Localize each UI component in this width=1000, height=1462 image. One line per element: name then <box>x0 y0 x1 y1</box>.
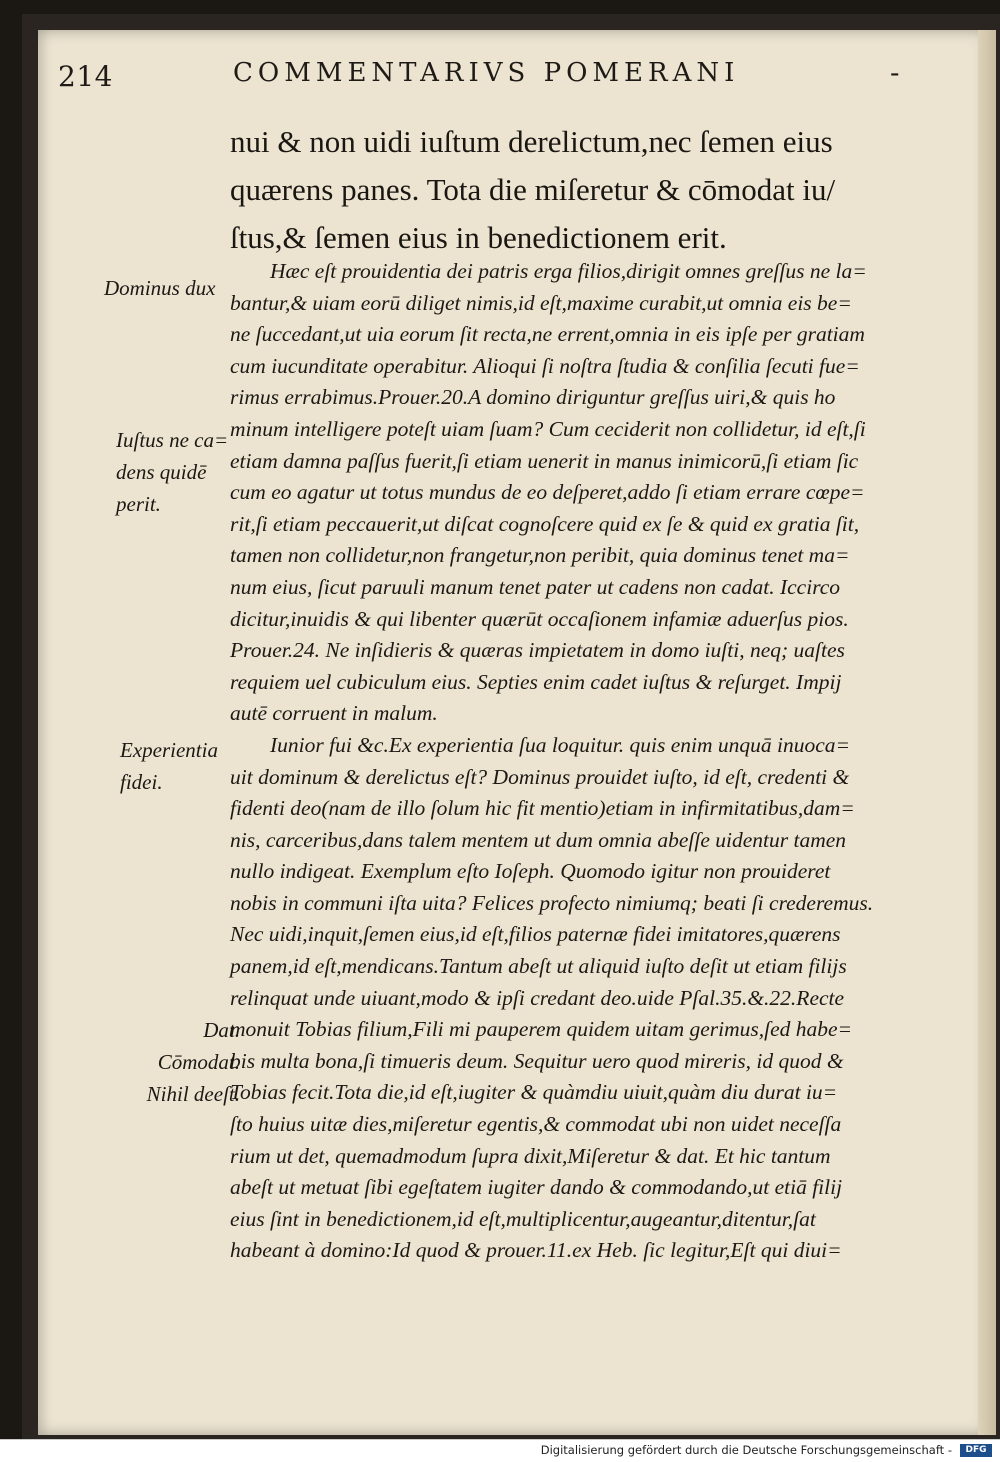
text-line: rium ut det, quemadmodum ſupra dixit,Miſeretur & dat. Et hic tantum <box>230 1143 831 1168</box>
verse-line: nui & non uidi iuſtum derelictum,nec ſemen eius <box>230 124 833 159</box>
margin-note-line: fidei. <box>120 770 163 794</box>
text-line: Nec uidi,inquit,ſemen eius,id eſt,filios paternæ fidei imitatores,quærens <box>230 922 841 947</box>
text-line: cum iucunditate operabitur. Alioqui ſi noſtra ſtudia & conſilia ſecuti fue= <box>230 353 860 378</box>
text-line: etiam damna paſſus fuerit,ſi etiam uenerit in manus inimicorū,ſi etiam ſic <box>230 448 859 473</box>
text-line: eius ſint in benedictionem,id eſt,multiplicentur,augeantur,ditentur,ſat <box>230 1206 816 1231</box>
margin-note-line: Dat. <box>203 1018 240 1042</box>
running-head: COMMENTARIVS POMERANI <box>233 58 740 88</box>
verse-line: quærens panes. Tota die miſeretur & cōmodat iu/ <box>230 172 836 207</box>
margin-note-iustus <box>116 424 228 520</box>
text-line: ſto huius uitæ dies,miſeretur egentis,& commodat ubi non uidet neceſſa <box>230 1112 842 1137</box>
margin-note-line: Iuſtus ne ca= <box>116 428 229 452</box>
text-line: Hæc eſt prouidentia dei patris erga filios,dirigit omnes greſſus ne la= <box>270 259 867 283</box>
page-edge <box>978 30 996 1435</box>
text-line: rit,ſi etiam peccauerit,ut diſcat cognoſcere quid ex ſe & quid ex gratia ſit, <box>230 511 860 536</box>
margin-note-line: Dominus dux <box>104 276 216 300</box>
text-line: nis, carceribus,dans talem mentem ut dum omnia abeſſe uidentur tamen <box>230 827 847 852</box>
margin-note-dat <box>130 1014 240 1110</box>
scripture-verse <box>230 118 930 262</box>
digitization-credit: Digitalisierung gefördert durch die Deutsche Forschungsgemeinschaft - <box>540 1443 952 1457</box>
margin-note-line: dens quidē <box>116 460 207 484</box>
margin-note-line: Cōmodat. <box>157 1050 240 1074</box>
text-line: relinquat unde uiuant,modo & ipſi credant deo.uide Pſal.35.&.22.Recte <box>230 985 845 1010</box>
text-line: habeant à domino:Id quod & prouer.11.ex Heb. ſic legitur,Eſt qui diui= <box>230 1238 842 1263</box>
text-line: nullo indigeat. Exemplum eſto Ioſeph. Quomodo igitur non prouideret <box>230 859 831 884</box>
text-line: abeſt ut metuat ſibi egeſtatem iugiter dando & commodando,ut etiā filij <box>230 1175 843 1200</box>
text-line: rimus errabimus.Prouer.20.A domino diriguntur greſſus uiri,& quis ho <box>230 385 836 410</box>
margin-note-experientia <box>120 734 218 798</box>
text-line: requiem uel cubiculum eius. Septies enim cadet iuſtus & reſurget. Impij <box>230 669 842 694</box>
margin-note-dominus-dux <box>104 272 215 304</box>
text-line: Tobias fecit.Tota die,id eſt,iugiter & quàmdiu uiuit,quàm diu durat iu= <box>230 1080 838 1105</box>
header-dash: - <box>890 56 900 89</box>
text-line: nobis in communi iſta uita? Felices profecto nimiumq; beati ſi crederemus. <box>230 890 874 915</box>
text-line: panem,id eſt,mendicans.Tantum abeſt ut aliquid iuſto deſit ut etiam filijs <box>230 954 847 979</box>
text-line: Iunior fui &c.Ex experientia ſua loquitur. quis enim unquā inuoca= <box>270 732 851 757</box>
text-line: dicitur,inuidis & qui libenter quærūt occaſionem infamiæ aduerſus pios. <box>230 606 849 631</box>
text-line: autē corruent in malum. <box>230 701 438 726</box>
margin-note-line: perit. <box>116 492 161 516</box>
margin-note-line: Experientia <box>120 738 218 762</box>
text-line: fidenti deo(nam de illo ſolum hic fit mentio)etiam in infirmitatibus,dam= <box>230 796 855 821</box>
text-line: cum eo agatur ut totus mundus de eo deſperet,addo ſi etiam errare cœpe= <box>230 480 865 505</box>
dfg-logo: DFG <box>960 1444 992 1457</box>
text-line: ne ſuccedant,ut uia eorum ſit recta,ne errent,omnia in eis ipſe per gratiam <box>230 322 865 347</box>
text-line: bis multa bona,ſi timueris deum. Sequitur uero quod mireris, id quod & <box>230 1048 844 1073</box>
text-line: bantur,& uiam eorū diliget nimis,id eſt,maxime curabit,ut omnia eis be= <box>230 290 852 315</box>
commentary-text <box>230 256 930 1267</box>
text-line: tamen non collidetur,non frangetur,non peribit, quia dominus tenet ma= <box>230 543 850 568</box>
page-number: 214 <box>58 60 113 93</box>
text-line: uit dominum & derelictus eſt? Dominus prouidet iuſto, id eſt, credenti & <box>230 764 850 789</box>
text-line: Prouer.24. Ne inſidieris & quæras impietatem in domo iuſti, neq; uaſtes <box>230 638 845 663</box>
text-line: monuit Tobias filium,Fili mi pauperem quidem uitam gerimus,ſed habe= <box>230 1017 853 1042</box>
verse-line: ſtus,& ſemen eius in benedictionem erit. <box>230 220 727 255</box>
text-line: minum intelligere poteſt uiam ſuam? Cum ceciderit non collidetur, id eſt,ſi <box>230 416 866 441</box>
text-line: num eius, ſicut paruuli manum tenet pater ut cadens non cadat. Iccirco <box>230 574 841 599</box>
margin-note-line: Nihil deeſt. <box>146 1082 240 1106</box>
footer-credit-bar <box>0 1439 1000 1462</box>
